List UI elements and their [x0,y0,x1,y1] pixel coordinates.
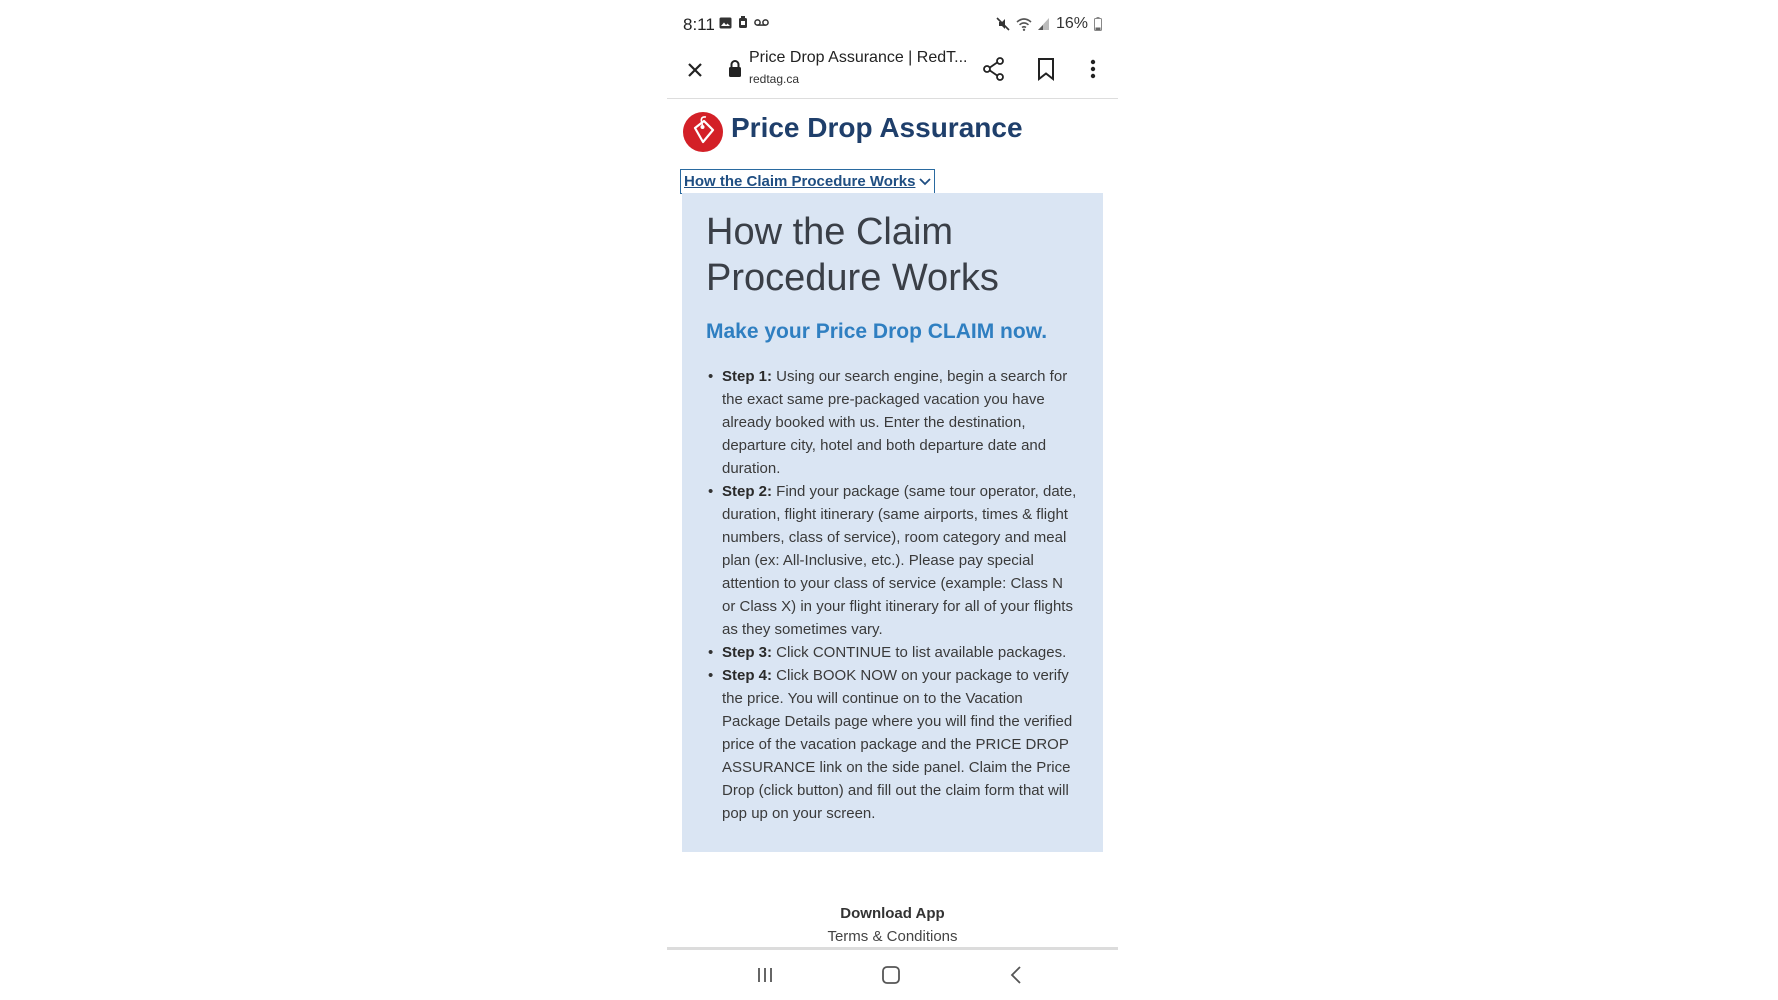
back-icon[interactable] [1009,965,1023,985]
browser-page-title[interactable]: Price Drop Assurance | RedT... [749,49,968,66]
status-bar [667,0,1118,50]
android-nav-bar [667,952,1118,1000]
bookmark-icon[interactable] [1033,55,1059,83]
status-right [996,15,1102,33]
step-label: Step 4: [722,667,773,684]
terms-conditions-link[interactable]: Terms & Conditions [827,928,958,945]
panel-subheading: Make your Price Drop CLAIM now. [706,320,1048,343]
step-label: Step 3: [722,644,773,661]
accordion-label: How the Claim Procedure Works [684,173,916,190]
status-left-icons [719,16,769,29]
step-label: Step 2: [722,483,773,500]
step-item [706,664,1079,825]
step-text: Find your package (same tour operator, date, duration, flight itinerary (same airports, times & flight numbers, class of service), room category and meal plan (ex: All-Inclusive, etc.). Please pay special attention to your class of service (example: Class N or Class X) in your flight itinerary for all of your flights as they sometimes vary. [722,483,1077,638]
redtag-logo [682,111,724,153]
share-icon[interactable] [980,55,1008,83]
battery-icon [1094,17,1102,31]
panel-heading-line1: How the Claim [706,211,954,253]
phone-screen [667,0,1118,1000]
footer-divider [667,947,1118,950]
chevron-down-icon [919,178,931,186]
browser-url[interactable]: redtag.ca [749,72,800,86]
step-label: Step 1: [722,368,773,385]
gallery-icon [719,17,732,29]
download-app-link[interactable]: Download App [840,905,945,922]
voicemail-icon [754,18,769,27]
page-title: Price Drop Assurance [731,112,1023,143]
step-item [706,641,1079,664]
step-text: Click CONTINUE to list available packages. [772,644,1067,661]
step-item [706,480,1079,641]
lock-icon [727,59,743,79]
claim-procedure-panel [682,193,1103,852]
mute-icon [996,17,1010,31]
close-icon[interactable] [681,56,709,84]
steps-list [706,365,1079,825]
accordion-toggle-claim-procedure[interactable] [680,169,935,194]
wifi-icon [1016,18,1032,31]
signal-icon [1038,18,1050,30]
recents-icon[interactable] [755,966,775,984]
home-icon[interactable] [881,965,901,985]
step-text: Click BOOK NOW on your package to verify the price. You will continue on to the Vacation Package Details page where you will find the verified price of the vacation package and the PRICE DROP ASSURANCE link on the side panel. Claim the Price Drop (click button) and fill out the claim form that will pop up on your screen. [722,667,1073,822]
step-text: Using our search engine, begin a search for the exact same pre-packaged vacation you have already booked with us. Enter the destination, departure city, hotel and both departure date and duration. [722,368,1068,477]
battery-percent: 16% [1055,15,1088,32]
browser-toolbar [667,44,1118,99]
step-item [706,365,1079,480]
status-time: 8:11 [683,15,715,34]
panel-heading-line2: Procedure Works [706,257,999,299]
panel-heading [706,209,1079,301]
cast-icon [738,16,748,29]
more-vert-icon[interactable] [1085,55,1101,83]
